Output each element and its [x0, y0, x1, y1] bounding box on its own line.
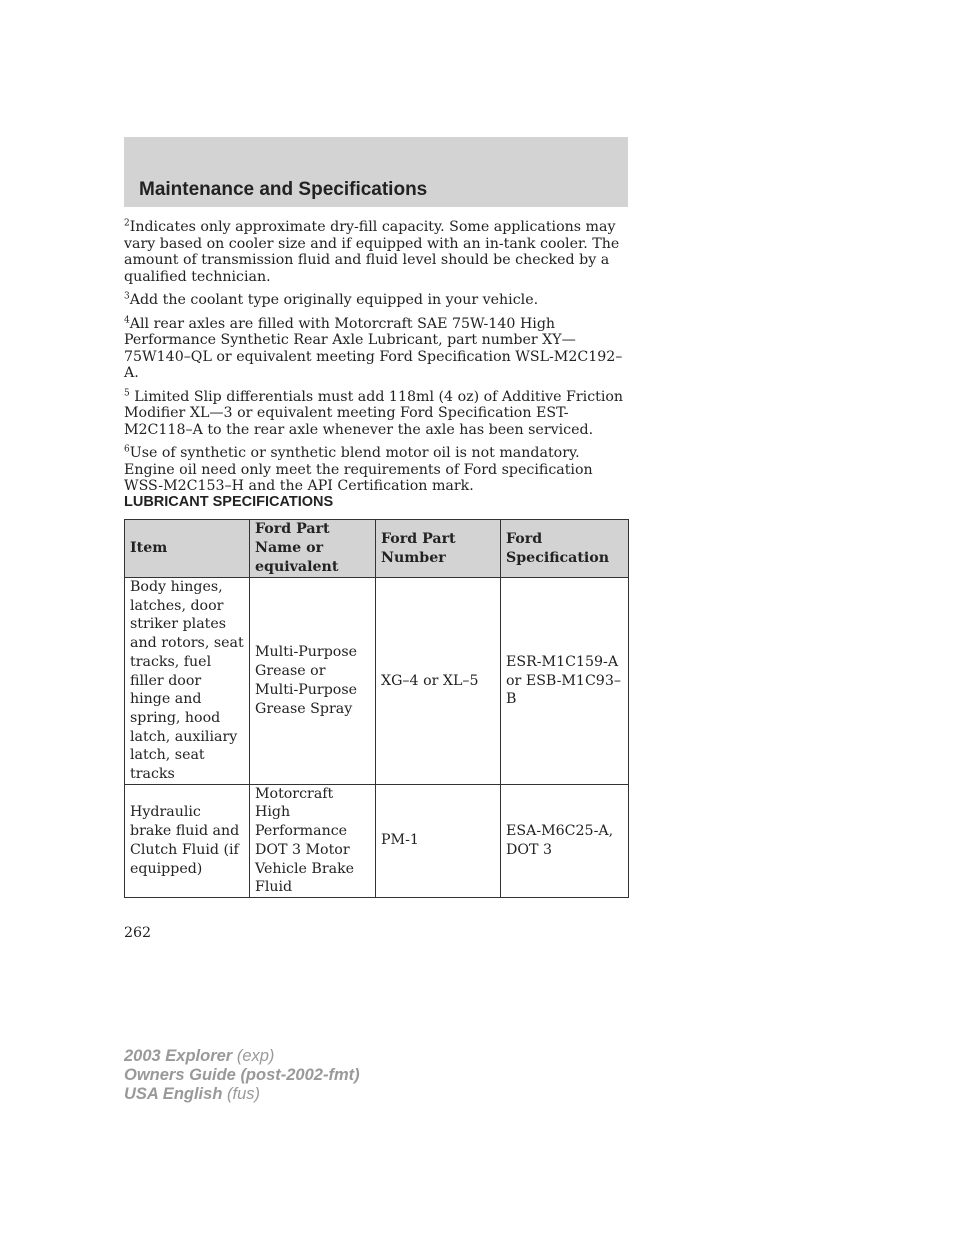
footer-line-1	[124, 1047, 360, 1066]
footnote-4	[124, 316, 628, 382]
table-cell: PM-1	[376, 784, 501, 897]
footer-language: USA English	[124, 1085, 223, 1103]
column-header-part-number: Ford Part Number	[376, 520, 501, 578]
footnote-number: 4	[124, 314, 130, 325]
table-header-row	[125, 520, 629, 578]
footnote-6	[124, 445, 628, 495]
footnote-number: 6	[124, 444, 130, 455]
footnote-number: 5	[124, 387, 130, 398]
footnote-text: Add the coolant type originally equipped in your vehicle.	[129, 292, 539, 308]
lubricant-spec-table	[124, 519, 629, 898]
table-cell: XG–4 or XL–5	[376, 578, 501, 785]
page-title: Maintenance and Specifications	[139, 179, 428, 200]
table-cell: ESR-M1C159-A or ESB-M1C93–B	[501, 578, 629, 785]
footnotes	[124, 219, 628, 502]
footnote-text: Use of synthetic or synthetic blend motor oil is not mandatory. Engine oil need only meet the requirements of Ford specification WSS-M2C153–H and the API Certification mark.	[124, 445, 593, 494]
section-heading: LUBRICANT SPECIFICATIONS	[124, 494, 334, 510]
footer-language-code: (fus)	[227, 1085, 260, 1103]
column-header-item: Item	[125, 520, 250, 578]
table-cell: Motorcraft High Performance DOT 3 Motor Vehicle Brake Fluid	[250, 784, 376, 897]
footnote-text: All rear axles are filled with Motorcraft SAE 75W-140 High Performance Synthetic Rear Axle Lubricant, part number XY—75W140–QL or equivalent meeting Ford Specification WSL-M2C192–A.	[124, 315, 623, 381]
table-row	[125, 578, 629, 785]
section-header-band	[124, 137, 628, 207]
table-row	[125, 784, 629, 897]
table-cell: Multi-Purpose Grease or Multi-Purpose Grease Spray	[250, 578, 376, 785]
footer-line-2: Owners Guide (post-2002-fmt)	[124, 1066, 360, 1084]
document-footer	[124, 1047, 360, 1104]
column-header-part-name: Ford Part Name or equivalent	[250, 520, 376, 578]
footer-model: 2003 Explorer	[124, 1047, 233, 1065]
footer-line-3	[124, 1085, 360, 1104]
page-number: 262	[124, 925, 152, 941]
footnote-text: Indicates only approximate dry-fill capacity. Some applications may vary based on cooler size and if equipped with an in-tank cooler. The amount of transmission fluid and fluid level should be checked by a qualified technician.	[124, 219, 620, 285]
footnote-number: 3	[124, 291, 130, 302]
footnote-text: Limited Slip differentials must add 118ml (4 oz) of Additive Friction Modifier XL—3 or equivalent meeting Ford Specification EST-M2C118–A to the rear axle whenever the axle has been serviced.	[124, 388, 624, 438]
table-cell: ESA-M6C25-A, DOT 3	[501, 784, 629, 897]
footnote-2	[124, 219, 628, 285]
column-header-specification: Ford Specification	[501, 520, 629, 578]
footnote-number: 2	[124, 218, 130, 229]
footnote-5	[124, 389, 628, 439]
footer-model-code: (exp)	[236, 1047, 275, 1065]
footnote-3	[124, 292, 628, 309]
table-cell: Body hinges, latches, door striker plates and rotors, seat tracks, fuel filler door hinge and spring, hood latch, auxiliary latch, seat tracks	[125, 578, 250, 785]
table-cell: Hydraulic brake fluid and Clutch Fluid (if equipped)	[125, 784, 250, 897]
